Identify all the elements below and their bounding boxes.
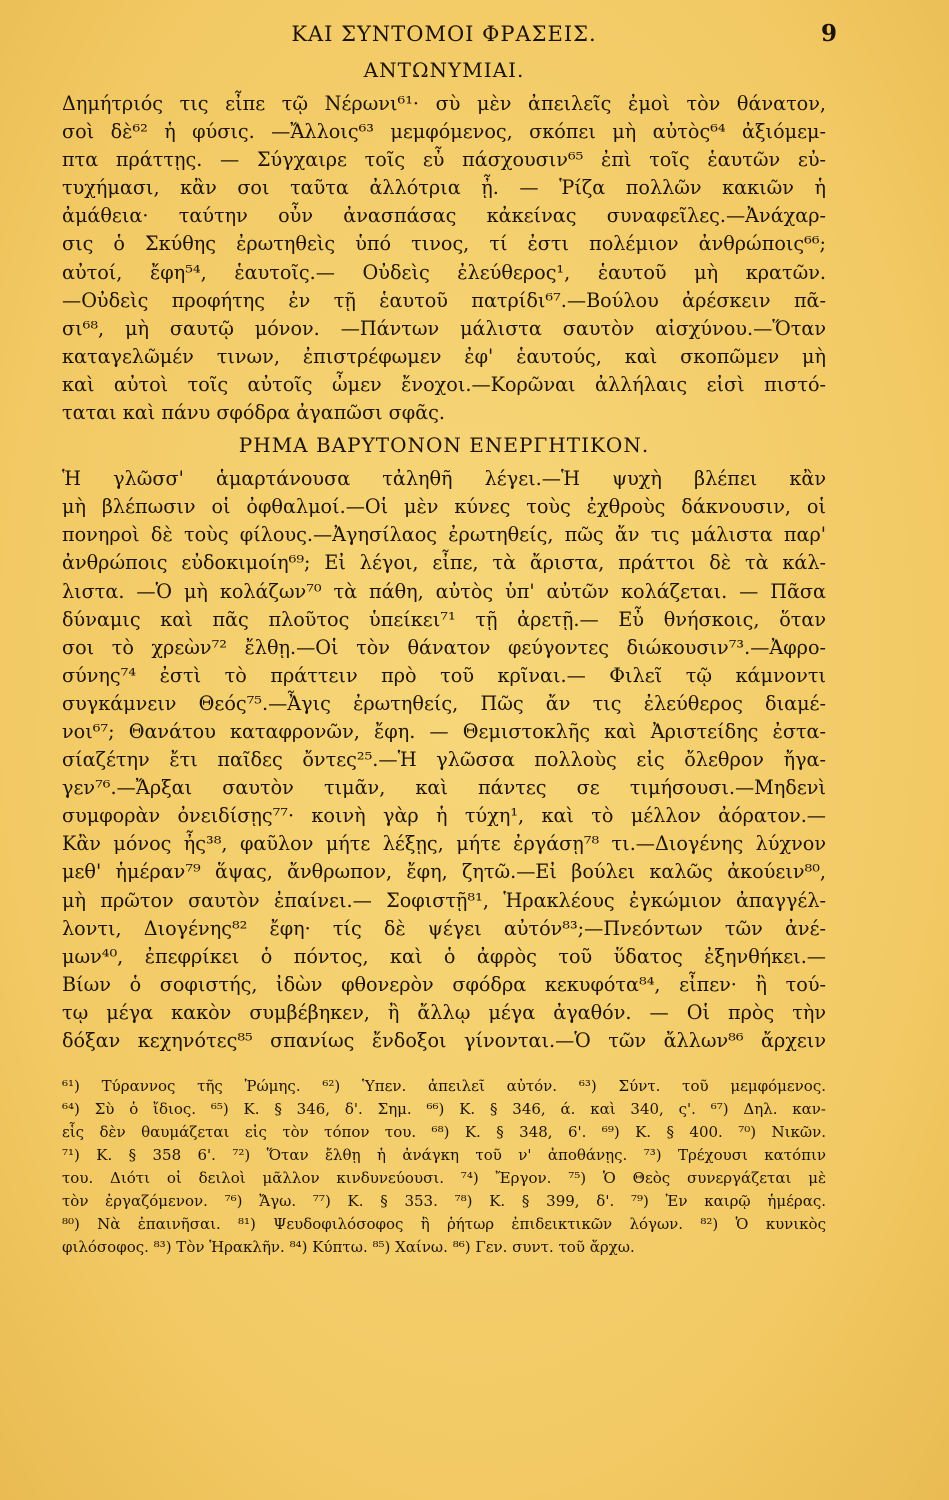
section-body xyxy=(62,465,826,1055)
text-line: λοντι, Διογένης⁸² ἔφη· τίς δὲ ψέγει αὐτόν⁸³;—Πνεόντων τῶν ἀνέ- xyxy=(62,916,826,940)
text-line: πτα πράττῃς. — Σύγχαιρε τοῖς εὖ πάσχουσιν⁶⁵ ἐπὶ τοῖς ἑαυτῶν εὐ- xyxy=(62,148,826,172)
section-body xyxy=(62,90,826,427)
text-line: μεθ' ἡμέραν⁷⁹ ἅψας, ἄνθρωπον, ἔφη, ζητῶ.—Εἰ βούλει καλῶς ἀκούειν⁸⁰, xyxy=(62,860,826,884)
text-line: Κἂν μόνος ἦς³⁸, φαῦλον μήτε λέξῃς, μήτε ἐργάσῃ⁷⁸ τι.—Διογένης λύχνον xyxy=(62,832,826,856)
text-line: ταται καὶ πάνυ σφόδρα ἀγαπῶσι σφᾶς. xyxy=(62,401,446,425)
footnote-line: εἷς δὲν θαυμάζεται εἰς τὸν τόπον του. ⁶⁸) Κ. § 348, 6'. ⁶⁹) Κ. § 400. ⁷⁰) Νικῶν. xyxy=(62,1123,826,1142)
footnotes xyxy=(62,1075,826,1259)
footnote-line: ⁸⁰) Νὰ ἐπαινῆσαι. ⁸¹) Ψευδοφιλόσοφος ἢ ῥήτωρ ἐπιδεικτικῶν λόγων. ⁸²) Ὁ κυνικὸς xyxy=(62,1215,826,1234)
text-line: συμφορὰν ὀνειδίσῃς⁷⁷· κοινὴ γὰρ ἡ τύχη¹, καὶ τὸ μέλλον ἀόρατον.— xyxy=(62,804,826,828)
text-line: Βίων ὁ σοφιστής, ἰδὼν φθονερὸν σφόδρα κεκυφότα⁸⁴, εἶπεν· ἢ τού- xyxy=(62,972,826,996)
footnote-line: τὸν ἐργαζόμενον. ⁷⁶) Ἄγω. ⁷⁷) Κ. § 353. ⁷⁸) Κ. § 399, δ'. ⁷⁹) Ἐν καιρῷ ἡμέρας. xyxy=(62,1192,826,1211)
section-pronouns xyxy=(62,58,826,427)
text-line: πονηροὶ δὲ τοὺς φίλους.—Ἀγησίλαος ἐρωτηθείς, πῶς ἄν τις μάλιστα παρ' xyxy=(62,523,826,547)
footnote-line: ⁶¹) Τύραννος τῆς Ῥώμης. ⁶²) Ὑπεν. ἀπειλεῖ αὐτόν. ⁶³) Σύντ. τοῦ μεμφόμενος. xyxy=(62,1077,826,1096)
text-line: τυχήμασι, κἂν σοι ταῦτα ἀλλότρια ᾖ. — Ῥίζα πολλῶν κακιῶν ἡ xyxy=(62,176,826,200)
text-line: καὶ αὐτοὶ τοῖς αὐτοῖς ὦμεν ἔνοχοι.—Κορῶναι ἀλλήλαις εἰσὶ πιστό- xyxy=(62,372,826,396)
text-line: σύνης⁷⁴ ἐστὶ τὸ πράττειν πρὸ τοῦ κρῖναι.— Φιλεῖ τῷ κάμνοντι xyxy=(62,663,826,687)
text-line: μὴ πρῶτον σαυτὸν ἐπαίνει.— Σοφιστῇ⁸¹, Ἡρακλέους ἐγκώμιον ἀπαγγέλ- xyxy=(62,888,826,912)
text-line: Δημήτριός τις εἶπε τῷ Νέρωνι⁶¹· σὺ μὲν ἀπειλεῖς ἐμοὶ τὸν θάνατον, xyxy=(62,92,826,115)
text-line: συγκάμνειν Θεός⁷⁵.—Ἆγις ἐρωτηθείς, Πῶς ἄν τις ἐλεύθερος διαμέ- xyxy=(62,691,826,715)
running-title: ΚΑΙ ΣΥΝΤΟΜΟΙ ΦΡΑΣΕΙΣ. xyxy=(291,22,597,46)
text-line: μων⁴⁰, ἐπεφρίκει ὁ πόντος, καὶ ὁ ἀφρὸς τοῦ ὕδατος ἐξηνθήκει.— xyxy=(62,944,826,968)
text-line: γεν⁷⁶.—Ἄρξαι σαυτὸν τιμᾶν, καὶ πάντες σε τιμήσουσι.—Μηδενὶ xyxy=(62,776,826,800)
text-line: ἀμάθεια· ταύτην οὖν ἀνασπάσας κἀκείνας συναφεῖλες.—Ἀνάχαρ- xyxy=(62,204,826,228)
text-line: τῳ μέγα κακὸν συμβέβηκεν, ἢ ἄλλῳ μέγα ἀγαθόν. — Οἱ πρὸς τὴν xyxy=(62,1000,826,1024)
text-line: καταγελῶμέν τινων, ἐπιστρέφωμεν ἐφ' ἑαυτούς, καὶ σκοπῶμεν μὴ xyxy=(62,344,826,368)
text-line: σι⁶⁸, μὴ σαυτῷ μόνον. —Πάντων μάλιστα σαυτὸν αἰσχύνου.—Ὅταν xyxy=(62,316,826,340)
text-line: —Οὐδεὶς προφήτης ἐν τῇ ἑαυτοῦ πατρίδι⁶⁷.—Βούλου ἀρέσκειν πᾶ- xyxy=(62,288,826,312)
footnote-line: φιλόσοφος. ⁸³) Τὸν Ἡρακλῆν. ⁸⁴) Κύπτω. ⁸⁵) Χαίνω. ⁸⁶) Γεν. συντ. τοῦ ἄρχω. xyxy=(62,1238,635,1257)
text-line: σοὶ δὲ⁶² ἡ φύσις. —Ἄλλοις⁶³ μεμφόμενος, σκόπει μὴ αὐτὸς⁶⁴ ἀξιόμεμ- xyxy=(62,120,826,144)
book-page xyxy=(62,20,838,1259)
text-line: σοι τὸ χρεὼν⁷² ἔλθῃ.—Οἱ τὸν θάνατον φεύγοντες διώκουσιν⁷³.—Ἀφρο- xyxy=(62,635,826,659)
text-line: μὴ βλέπωσιν οἱ ὀφθαλμοί.—Οἱ μὲν κύνες τοὺς ἐχθροὺς δάκνουσιν, οἱ xyxy=(62,495,826,519)
text-line: δόξαν κεχηνότες⁸⁵ σπανίως ἔνδοξοι γίνονται.—Ὁ τῶν ἄλλων⁸⁶ ἄρχειν xyxy=(62,1029,826,1052)
text-line: σίαζέτην ἔτι παῖδες ὄντες²⁵.—Ἡ γλῶσσα πολλοὺς εἰς ὄλεθρον ἤγα- xyxy=(62,748,826,772)
page-number: 9 xyxy=(820,20,838,47)
text-line: ἀνθρώποις εὐδοκιμοίη⁶⁹; Εἰ λέγοι, εἶπε, τὰ ἄριστα, πράττοι δὲ τὰ κάλ- xyxy=(62,551,826,575)
section-heading: ΑΝΤΩΝΥΜΙΑΙ. xyxy=(363,58,525,82)
text-line: νοι⁶⁷; Θανάτου καταφρονῶν, ἔφη. — Θεμιστοκλῆς καὶ Ἀριστείδης ἐστα- xyxy=(62,719,826,743)
text-line: αὐτοί, ἔφη⁵⁴, ἑαυτοῖς.— Οὐδεὶς ἐλεύθερος¹, ἑαυτοῦ μὴ κρατῶν. xyxy=(62,260,826,284)
text-line: λιστα. —Ὁ μὴ κολάζων⁷⁰ τὰ πάθη, αὐτὸς ὑπ' αὐτῶν κολάζεται. — Πᾶσα xyxy=(62,579,826,603)
text-line: δύναμις καὶ πᾶς πλοῦτος ὑπείκει⁷¹ τῇ ἀρετῇ.— Εὖ θνήσκοις, ὅταν xyxy=(62,607,826,631)
running-head xyxy=(62,20,838,52)
footnote-line: του. Διότι οἱ δειλοὶ μᾶλλον κινδυνεύουσι. ⁷⁴) Ἔργον. ⁷⁵) Ὁ Θεὸς συνεργάζεται μὲ xyxy=(62,1169,826,1188)
footnote-line: ⁷¹) Κ. § 358 6'. ⁷²) Ὅταν ἔλθῃ ἡ ἀνάγκη τοῦ ν' ἀποθάνῃς. ⁷³) Τρέχουσι κατόπιν xyxy=(62,1146,826,1165)
section-heading: ΡΗΜΑ ΒΑΡΥΤΟΝΟΝ ΕΝΕΡΓΗΤΙΚΟΝ. xyxy=(238,433,650,458)
text-line: Ἡ γλῶσσ' ἁμαρτάνουσα τἀληθῆ λέγει.—Ἡ ψυχὴ βλέπει κἂν xyxy=(62,467,826,491)
footnote-line: ⁶⁴) Σὺ ὁ ἴδιος. ⁶⁵) Κ. § 346, δ'. Σημ. ⁶⁶) Κ. § 346, ά. καὶ 340, ς'. ⁶⁷) Δηλ. καν- xyxy=(62,1100,826,1119)
section-active-verb xyxy=(62,433,826,1055)
text-line: σις ὁ Σκύθης ἐρωτηθεὶς ὑπό τινος, τί ἐστι πολέμιον ἀνθρώποις⁶⁶; xyxy=(62,232,826,256)
